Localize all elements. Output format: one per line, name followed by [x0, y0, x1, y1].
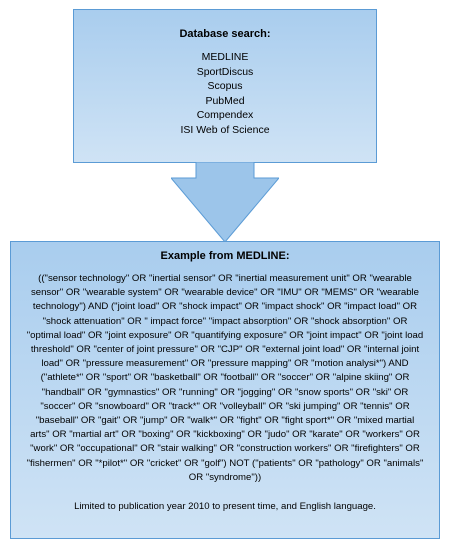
database-item: Scopus — [207, 80, 243, 92]
medline-example-box — [10, 241, 440, 539]
search-query-text: (("sensor technology" OR "inertial sensor" OR "inertial measurement unit" OR "wearable sensor" OR "wearable system" OR "wearable device" OR "IMU" OR "MEMS" OR "wearable technology") AND ("joint load" OR "shock impact" OR "impact shock" OR "impact load" OR "shock attenuation" OR " impact force" "impact absorption" OR "shock absorption" OR "optimal load" OR "joint exposure" OR "quantifying exposure" OR "joint impact" OR "joint load threshold" OR "center of joint pressure" OR "CJP" OR "external joint load" OR "internal joint load" OR "pressure measurement" OR "pressure mapping" OR "motion analysi*") AND ("athlete*" OR "sport" OR "basketball" OR "football" OR "soccer" OR "alpine skiing" OR "handball" OR "gymnastics" OR "running" OR "jogging" OR "snow sports" OR "ski" OR "soccer" OR "snowboard" OR "track*" OR "volleyball" OR "ski jumping" OR "tennis" OR "baseball" OR "gait" OR "jump" OR "walk*" OR "fight" OR "fight sport*" OR "mixed martial arts" OR "martial art" OR "boxing" OR "kickboxing" OR "judo" OR "karate" OR "workers" OR "work" OR "occupational" OR "stair walking" OR "construction workers" OR "firefighters" OR "fishermen" OR "*pilot*" OR "cricket" OR "golf") NOT ("patients" OR "pathology" OR "animals" OR "syndrome")) — [26, 273, 424, 483]
down-arrow-icon — [171, 162, 279, 242]
database-item: PubMed — [205, 94, 245, 107]
database-search-box — [73, 9, 377, 163]
database-search-title: Database search: — [179, 28, 271, 40]
database-item: MEDLINE — [201, 51, 249, 63]
limit-note: Limited to publication year 2010 to present time, and English language. — [74, 501, 376, 513]
database-list — [74, 50, 376, 137]
database-item: Compendex — [196, 109, 254, 121]
database-item: SportDiscus — [196, 65, 254, 78]
database-item: ISI Web of Science — [180, 123, 270, 136]
medline-example-title: Example from MEDLINE: — [160, 250, 290, 262]
